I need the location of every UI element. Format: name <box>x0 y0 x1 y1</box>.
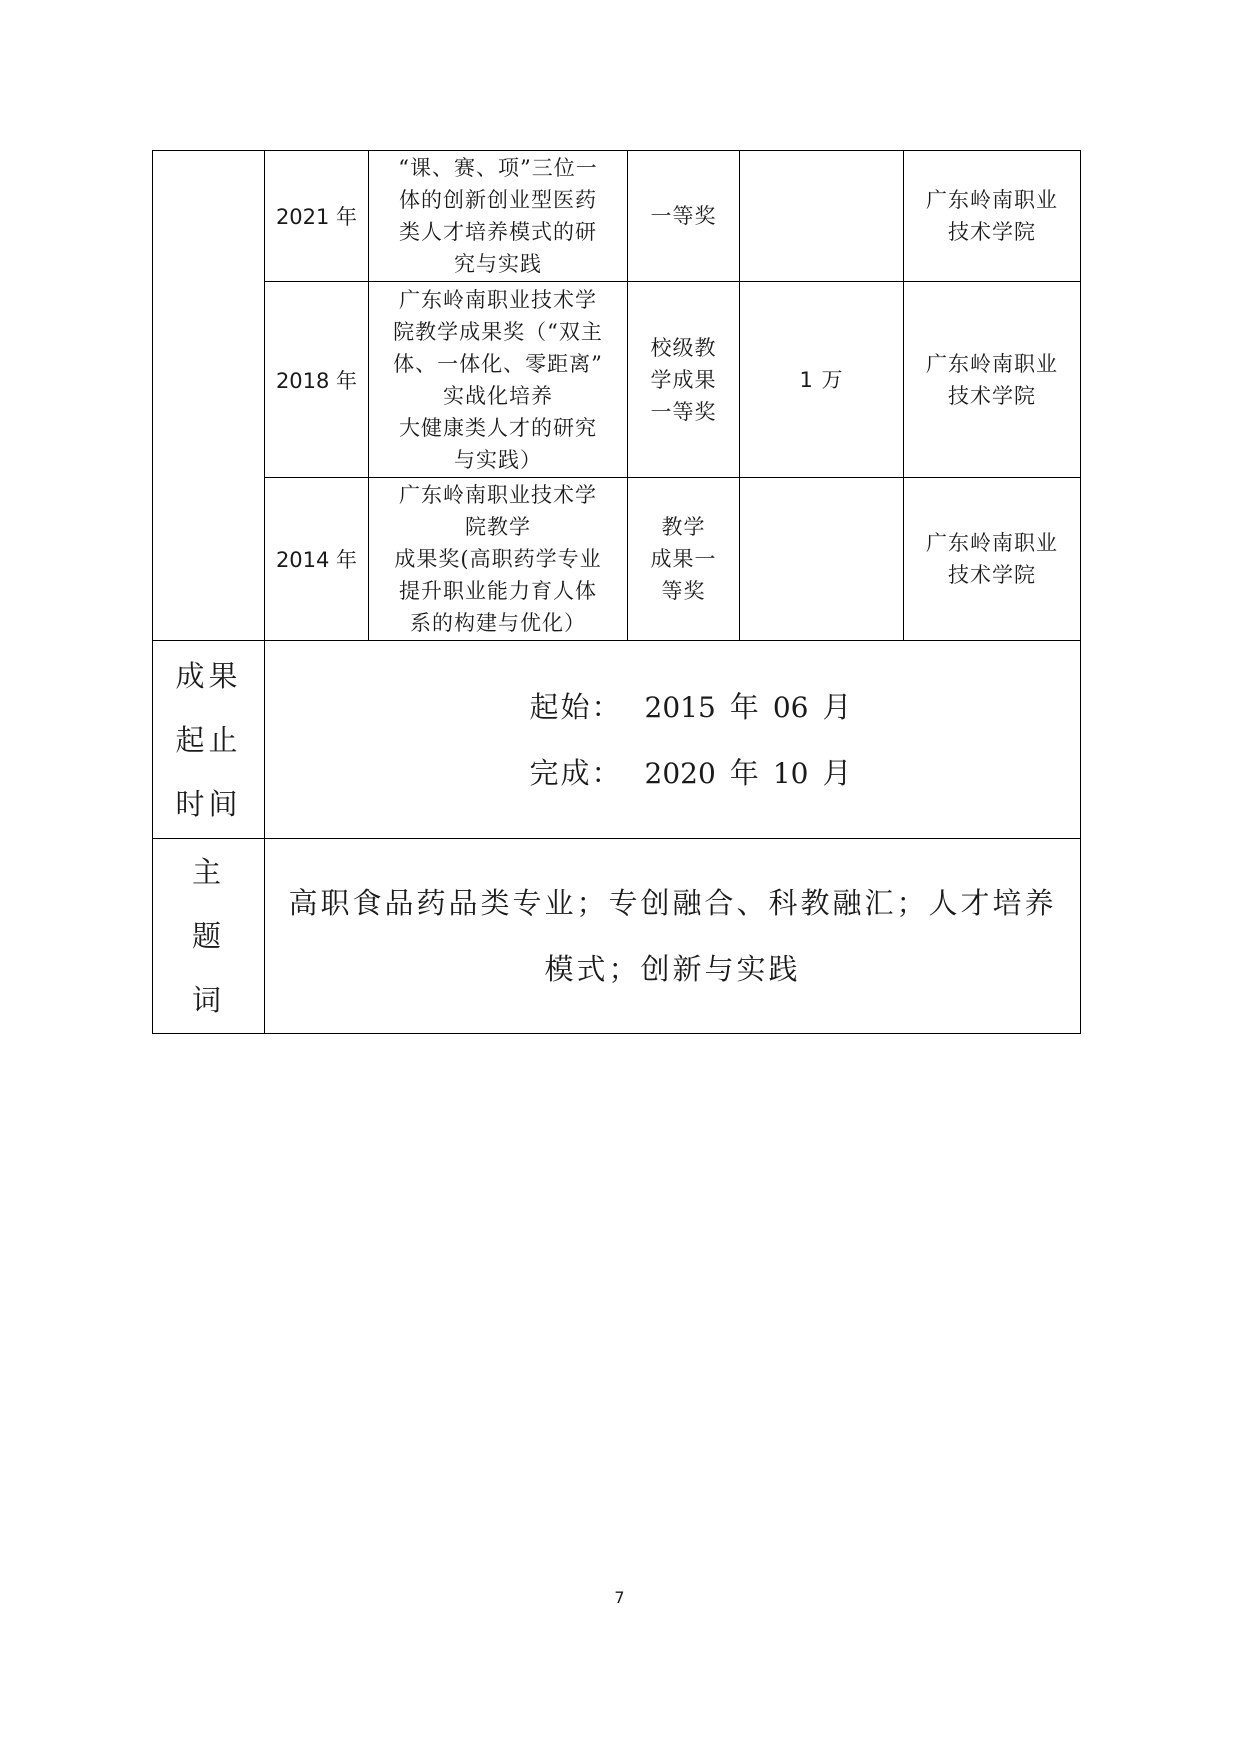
award-level: 一等奖 <box>628 151 740 282</box>
award-year: 2014 年 <box>265 478 369 641</box>
award-organization: 广东岭南职业 技术学院 <box>904 282 1081 478</box>
award-amount: 1 万 <box>740 282 904 478</box>
award-title: “课、赛、项”三位一 体的创新创业型医药 类人才培养模式的研 究与实践 <box>369 151 628 282</box>
award-organization: 广东岭南职业 技术学院 <box>904 151 1081 282</box>
award-level: 校级教 学成果 一等奖 <box>628 282 740 478</box>
keywords-row <box>153 839 1081 1034</box>
period-values <box>265 641 1081 839</box>
award-row <box>153 151 1081 282</box>
award-level: 教学 成果一 等奖 <box>628 478 740 641</box>
achievement-table <box>152 150 1081 1034</box>
period-label: 成果 起止 时间 <box>153 641 265 839</box>
page-number: 7 <box>614 1588 625 1607</box>
award-amount <box>740 478 904 641</box>
award-title: 广东岭南职业技术学 院教学 成果奖(高职药学专业 提升职业能力育人体 系的构建与优化） <box>369 478 628 641</box>
award-title: 广东岭南职业技术学 院教学成果奖（“双主 体、一体化、零距离” 实战化培养 大健康类人才的研究 与实践） <box>369 282 628 478</box>
award-row <box>153 478 1081 641</box>
award-year: 2018 年 <box>265 282 369 478</box>
keywords-label: 主 题 词 <box>153 839 265 1034</box>
award-category-cell <box>153 151 265 641</box>
start-date: 起始： 2015 年 06 月 <box>529 689 852 724</box>
award-year: 2021 年 <box>265 151 369 282</box>
award-amount <box>740 151 904 282</box>
end-date: 完成： 2020 年 10 月 <box>529 755 852 790</box>
keywords-text: 高职食品药品类专业；专创融合、科教融汇；人才培养模式；创新与实践 <box>265 839 1081 1034</box>
award-row <box>153 282 1081 478</box>
period-row <box>153 641 1081 839</box>
award-organization: 广东岭南职业 技术学院 <box>904 478 1081 641</box>
